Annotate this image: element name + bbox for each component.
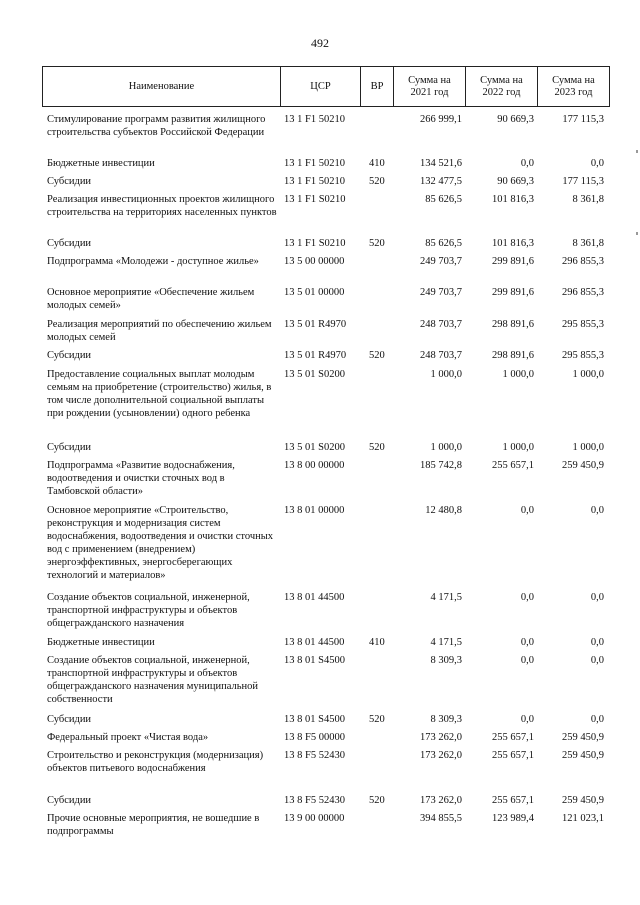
row-sum-2022: 0,0 xyxy=(520,714,534,725)
row-sum-2021: 266 999,1 xyxy=(420,114,462,125)
row-csr: 13 8 01 44500 xyxy=(284,637,345,648)
row-csr: 13 8 01 S4500 xyxy=(284,714,345,725)
row-name: Создание объектов социальной, инженерной, транспортной инфраструктуры и объектов общегражданского назначения xyxy=(47,592,250,629)
row-sum-2022: 101 816,3 xyxy=(492,238,534,249)
row-vr: 410 xyxy=(369,637,385,648)
row-sum-2022: 255 657,1 xyxy=(492,795,534,806)
row-sum-2023: 0,0 xyxy=(590,637,604,648)
row-vr: 520 xyxy=(369,350,385,361)
row-sum-2021: 4 171,5 xyxy=(430,637,462,648)
row-name: Бюджетные инвестиции xyxy=(47,637,155,648)
row-sum-2023: 121 023,1 xyxy=(562,813,604,824)
row-csr: 13 9 00 00000 xyxy=(284,813,345,824)
row-csr: 13 5 01 00000 xyxy=(284,287,345,298)
row-csr: 13 5 01 R4970 xyxy=(284,319,347,330)
header-name: Наименование xyxy=(43,67,281,106)
row-sum-2022: 90 669,3 xyxy=(497,176,534,187)
row-sum-2023: 1 000,0 xyxy=(572,369,604,380)
row-vr: 520 xyxy=(369,176,385,187)
page-number: 492 xyxy=(311,36,329,50)
row-sum-2023: 295 855,3 xyxy=(562,350,604,361)
row-name: Основное мероприятие «Обеспечение жильем молодых семей» xyxy=(47,287,255,311)
row-csr: 13 1 F1 50210 xyxy=(284,114,345,125)
row-sum-2021: 12 480,8 xyxy=(425,505,462,516)
row-name: Субсидии xyxy=(47,795,92,806)
header-sum-2022: Сумма на 2022 год xyxy=(466,67,538,106)
row-csr: 13 1 F1 S0210 xyxy=(284,238,346,249)
row-csr: 13 8 F5 52430 xyxy=(284,750,345,761)
row-name: Стимулирование программ развития жилищного строительства субъектов Российской Федерации xyxy=(47,114,266,138)
row-sum-2023: 296 855,3 xyxy=(562,256,604,267)
row-sum-2021: 173 262,0 xyxy=(420,732,462,743)
row-vr: 520 xyxy=(369,238,385,249)
row-csr: 13 8 00 00000 xyxy=(284,460,345,471)
row-csr: 13 8 01 S4500 xyxy=(284,655,345,666)
row-csr: 13 8 F5 52430 xyxy=(284,795,345,806)
row-sum-2021: 248 703,7 xyxy=(420,319,462,330)
row-sum-2021: 85 626,5 xyxy=(425,194,462,205)
row-name: Субсидии xyxy=(47,176,92,187)
row-sum-2021: 173 262,0 xyxy=(420,750,462,761)
row-sum-2023: 259 450,9 xyxy=(562,750,604,761)
row-vr: 520 xyxy=(369,442,385,453)
row-sum-2023: 0,0 xyxy=(590,592,604,603)
row-sum-2023: 296 855,3 xyxy=(562,287,604,298)
row-sum-2023: 177 115,3 xyxy=(562,114,604,125)
row-name: Прочие основные мероприятия, не вошедшие в подпрограммы xyxy=(47,813,260,837)
row-sum-2023: 177 115,3 xyxy=(562,176,604,187)
row-name: Строительство и реконструкция (модернизация) объектов питьевого водоснабжения xyxy=(47,750,264,774)
row-sum-2022: 123 989,4 xyxy=(492,813,534,824)
row-csr: 13 8 F5 00000 xyxy=(284,732,345,743)
row-sum-2023: 1 000,0 xyxy=(572,442,604,453)
row-sum-2021: 1 000,0 xyxy=(430,369,462,380)
row-sum-2022: 0,0 xyxy=(520,637,534,648)
row-name: Бюджетные инвестиции xyxy=(47,158,155,169)
row-sum-2023: 0,0 xyxy=(590,158,604,169)
row-sum-2021: 249 703,7 xyxy=(420,287,462,298)
row-sum-2022: 255 657,1 xyxy=(492,750,534,761)
row-name: Субсидии xyxy=(47,714,92,725)
scan-mark xyxy=(636,232,638,235)
row-sum-2022: 255 657,1 xyxy=(492,460,534,471)
row-sum-2022: 299 891,6 xyxy=(492,256,534,267)
row-sum-2022: 1 000,0 xyxy=(502,442,534,453)
row-sum-2023: 8 361,8 xyxy=(572,238,604,249)
row-sum-2023: 0,0 xyxy=(590,505,604,516)
row-sum-2022: 0,0 xyxy=(520,655,534,666)
row-sum-2023: 0,0 xyxy=(590,655,604,666)
row-sum-2021: 8 309,3 xyxy=(430,655,462,666)
header-sum-2021: Сумма на 2021 год xyxy=(394,67,466,106)
row-csr: 13 1 F1 50210 xyxy=(284,176,345,187)
row-sum-2023: 259 450,9 xyxy=(562,460,604,471)
row-sum-2022: 1 000,0 xyxy=(502,369,534,380)
row-sum-2022: 299 891,6 xyxy=(492,287,534,298)
row-name: Создание объектов социальной, инженерной, транспортной инфраструктуры и объектов общегражданского назначения муниципальной собственности xyxy=(47,655,259,705)
row-sum-2021: 173 262,0 xyxy=(420,795,462,806)
row-name: Реализация мероприятий по обеспечению жильем молодых семей xyxy=(47,319,272,343)
row-csr: 13 8 01 44500 xyxy=(284,592,345,603)
row-name: Субсидии xyxy=(47,442,92,453)
row-sum-2021: 249 703,7 xyxy=(420,256,462,267)
header-sum-2023: Сумма на 2023 год xyxy=(552,74,595,98)
row-name: Основное мероприятие «Строительство, реконструкция и модернизация систем водоснабжения, водоотведения и очистки сточных вод с применением (внедрением) энергоэффективных, энергосберегающих технологий и материалов» xyxy=(47,505,274,581)
row-sum-2022: 101 816,3 xyxy=(492,194,534,205)
row-name: Субсидии xyxy=(47,350,92,361)
row-csr: 13 1 F1 50210 xyxy=(284,158,345,169)
row-csr: 13 5 01 R4970 xyxy=(284,350,347,361)
row-sum-2021: 394 855,5 xyxy=(420,813,462,824)
row-vr: 520 xyxy=(369,795,385,806)
row-sum-2022: 298 891,6 xyxy=(492,319,534,330)
row-sum-2023: 0,0 xyxy=(590,714,604,725)
row-csr: 13 5 01 S0200 xyxy=(284,369,345,380)
row-sum-2021: 134 521,6 xyxy=(420,158,462,169)
row-name: Предоставление социальных выплат молодым семьям на приобретение (строительство) жилья, в том числе дополнительной социальной выплаты при рождении (усыновлении) одного ребенка xyxy=(47,369,272,419)
row-sum-2021: 132 477,5 xyxy=(420,176,462,187)
row-name: Подпрограмма «Молодежи - доступное жилье» xyxy=(47,256,259,267)
row-sum-2023: 8 361,8 xyxy=(572,194,604,205)
row-sum-2022: 0,0 xyxy=(520,592,534,603)
row-sum-2023: 259 450,9 xyxy=(562,795,604,806)
row-name: Подпрограмма «Развитие водоснабжения, водоотведения и очистки сточных вод в Тамбовской области» xyxy=(47,460,235,497)
row-sum-2021: 185 742,8 xyxy=(420,460,462,471)
scan-mark xyxy=(636,150,638,153)
row-sum-2022: 90 669,3 xyxy=(497,114,534,125)
row-sum-2021: 4 171,5 xyxy=(430,592,462,603)
row-vr: 410 xyxy=(369,158,385,169)
row-sum-2021: 85 626,5 xyxy=(425,238,462,249)
row-sum-2021: 248 703,7 xyxy=(420,350,462,361)
row-name: Реализация инвестиционных проектов жилищного строительства на территориях населенных пунктов xyxy=(47,194,277,218)
row-csr: 13 1 F1 S0210 xyxy=(284,194,346,205)
row-sum-2021: 8 309,3 xyxy=(430,714,462,725)
row-sum-2023: 259 450,9 xyxy=(562,732,604,743)
row-name: Субсидии xyxy=(47,238,92,249)
row-sum-2021: 1 000,0 xyxy=(430,442,462,453)
row-csr: 13 8 01 00000 xyxy=(284,505,345,516)
row-vr: 520 xyxy=(369,714,385,725)
row-csr: 13 5 01 S0200 xyxy=(284,442,345,453)
row-name: Федеральный проект «Чистая вода» xyxy=(47,732,209,743)
row-sum-2023: 295 855,3 xyxy=(562,319,604,330)
row-csr: 13 5 00 00000 xyxy=(284,256,345,267)
row-sum-2022: 298 891,6 xyxy=(492,350,534,361)
row-sum-2022: 0,0 xyxy=(520,158,534,169)
row-sum-2022: 255 657,1 xyxy=(492,732,534,743)
row-sum-2022: 0,0 xyxy=(520,505,534,516)
header-vr: ВР xyxy=(361,67,394,106)
header-csr: ЦСР xyxy=(281,67,361,106)
